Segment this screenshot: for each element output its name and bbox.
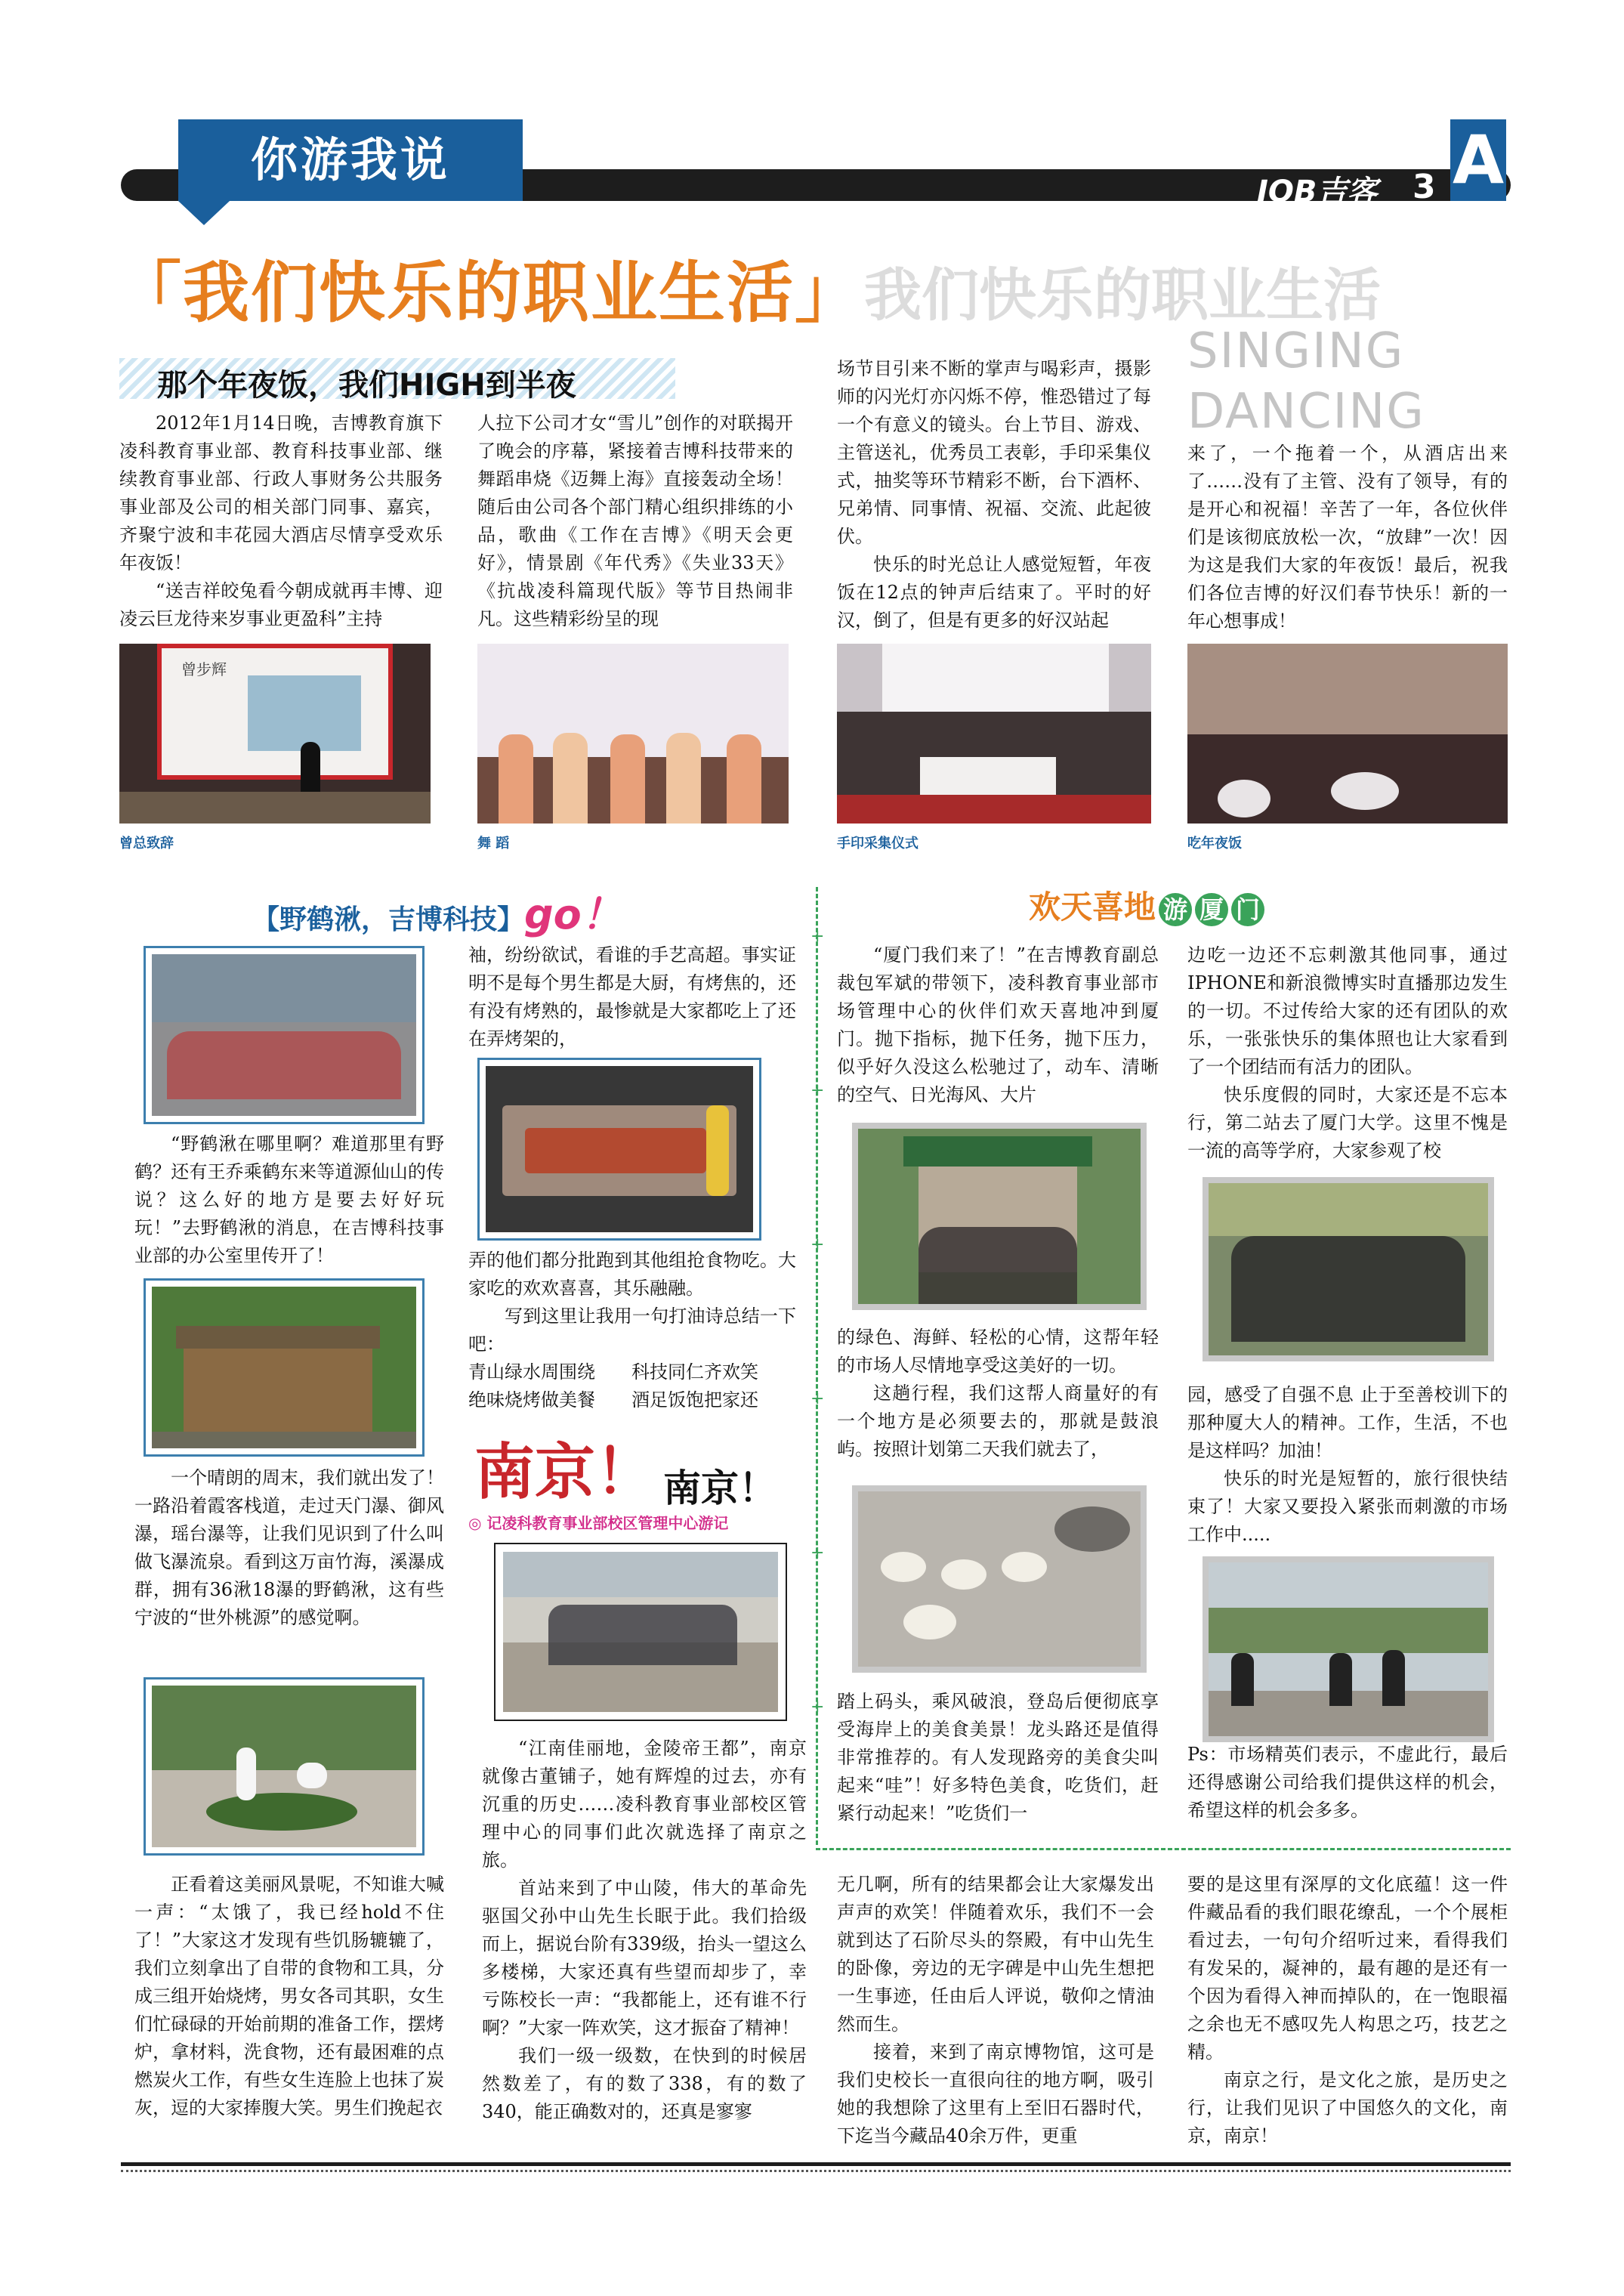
main-title: 「我们快乐的职业生活」: [115, 254, 863, 332]
page-letter: A: [1452, 121, 1505, 199]
caption: 吃年夜饭: [1187, 836, 1242, 851]
article2-headline-go: go！: [524, 891, 622, 938]
photo-name-sign: 曾步辉: [181, 660, 227, 678]
footer-rule: [121, 2162, 1511, 2166]
paragraph: 来了，一个拖着一个，从酒店出来了……没有了主管、没有了领导，有的是开心和祝福！辛苦了一年，各位伙伴们是该彻底放松一次，“放肆”一次！因为这是我们大家的年夜饭！最后，祝我们各位吉博的好汉们春节快乐！新的一年心想事成！: [1187, 443, 1508, 632]
poem-line: 绝味烧烤做美餐 酒足饭饱把家还: [468, 1389, 758, 1411]
article4-headline: [1029, 882, 1264, 928]
article4-colR2: [1187, 1381, 1508, 1549]
section-tab: [178, 119, 523, 201]
photo-campus: [1203, 1556, 1494, 1742]
photo-food: [852, 1485, 1147, 1673]
paragraph: 快乐的时光是短暂的，旅行很快结束了！大家又要投入紧张而刺激的市场工作中.....: [1187, 1468, 1508, 1545]
photo-gate: [852, 1123, 1147, 1310]
paragraph: “送吉祥皎兔看今朝成就再丰博、迎凌云巨龙待来岁事业更盈科”主持: [119, 580, 443, 629]
article2-headline: [252, 882, 622, 941]
article1-headline: 那个年夜饭，我们HIGH到半夜: [157, 368, 576, 403]
paragraph: 袖，纷纷欲试，看谁的手艺高超。事实证明不是每个男生都是大厨，有烤焦的，还有没有烤熟的，最惨就是大家都吃上了还在弄烤架的，: [468, 944, 796, 1049]
paragraph: 南京之行，是文化之旅，是历史之行，让我们见识了中国悠久的文化，南京，南京！: [1187, 2069, 1508, 2146]
paragraph: Ps：市场精英们表示，不虚此行，最后还得感谢公司给我们提供这样的机会，希望这样的机会多多。: [1187, 1744, 1508, 1821]
paragraph: 首站来到了中山陵，伟大的革命先驱国父孙中山先生长眠于此。我们拾级而上，据说台阶有339级，抬头一望这么多楼梯，大家还真有些望而却步了，幸亏陈校长一声：“我都能上，还有谁不行啊？”大家一阵欢笑，这才振奋了精神！: [482, 1877, 807, 2038]
article4-colL2: [837, 1324, 1159, 1463]
divider-plus: +: [810, 1081, 825, 1100]
article4-colL3: [837, 1688, 1159, 1828]
article4-headline-text: 欢天喜地: [1029, 888, 1156, 926]
paragraph: 接着，来到了南京博物馆，这可是我们史校长一直很向往的地方啊，吸引她的我想除了这里有上至旧石器时代，下迄当今藏品40余万件，更重: [837, 2041, 1154, 2146]
divider-plus: +: [810, 1235, 825, 1254]
paragraph: 写到这里让我用一句打油诗总结一下吧：: [468, 1306, 796, 1355]
paragraph: 这趟行程，我们这帮人商量好的有一个地方是必须要去的，那就是鼓浪屿。按照计划第二天我们就去了，: [837, 1383, 1159, 1460]
photo-dance: [477, 644, 789, 824]
photo-barbecue: [477, 1058, 761, 1241]
paragraph: 2012年1月14日晚，吉博教育旗下凌科教育事业部、教育科技事业部、继续教育事业部、行政人事财务公共服务事业部及公司的相关部门同事、嘉宾，齐聚宁波和丰花园大酒店尽情享受欢乐年夜饭！: [119, 413, 443, 573]
photo-group-yehequ: [144, 946, 425, 1124]
paragraph: 无几啊，所有的结果都会让大家爆发出声声的欢笑！伴随着欢乐，我们不一会就到达了石阶尽头的祭殿，有中山先生的卧像，旁边的无字碑是中山先生想把一生事迹，任由后人评说，敬仰之情油然而生。: [837, 1874, 1154, 2035]
article3-col2: [837, 1871, 1154, 2150]
divider-plus: +: [810, 1698, 825, 1717]
photo-cranes: [144, 1677, 425, 1856]
article1-col1: [119, 409, 443, 633]
article2-colB2: [468, 1247, 796, 1414]
english-word-dancing: DANCING: [1187, 384, 1425, 440]
article4-colL1: [837, 941, 1159, 1109]
article3-subhead: ◎ 记凌科教育事业部校区管理中心游记: [468, 1514, 729, 1532]
photo-speech: [119, 644, 431, 824]
article2-colA3: [134, 1871, 444, 2122]
section-divider-horizontal: [816, 1848, 1511, 1850]
headline-ball: 游: [1159, 893, 1192, 926]
poem-line: 青山绿水周围绕 科技同仁齐欢笑: [468, 1361, 758, 1383]
caption: 舞 蹈: [477, 836, 510, 851]
article1-col2: [477, 409, 793, 633]
paragraph: 我们一级一级数，在快到的时候居然数差了，有的数了338，有的数了340，能正确数对的，还真是寥寥: [482, 2045, 807, 2122]
paragraph: 一个晴朗的周末，我们就出发了！一路沿着霞客栈道，走过天门瀑、御风瀑，瑶台瀑等，让我们见识到了什么叫做飞瀑流泉。看到这万亩竹海，溪瀑成群，拥有36湫18瀑的野鹤湫，这有些宁波的“世外桃源”的感觉啊。: [134, 1467, 444, 1628]
paragraph: 快乐度假的同时，大家还是不忘本行，第二站去了厦门大学。这里不愧是一流的高等学府，大家参观了校: [1187, 1084, 1508, 1161]
paragraph: 弄的他们都分批跑到其他组抢食物吃。大家吃的欢欢喜喜，其乐融融。: [468, 1250, 796, 1299]
article3-col1: [482, 1735, 807, 2126]
paragraph: “江南佳丽地，金陵帝王都”，南京就像古董铺子，她有辉煌的过去，亦有沉重的历史……凌科教育事业部校区管理中心的同事们此次就选择了南京之旅。: [482, 1738, 807, 1871]
paragraph: 要的是这里有深厚的文化底蕴！这一件件藏品看的我们眼花缭乱，一个个展柜看过去，一句句介绍听过来，看得我们有发呆的，凝神的，最有趣的是还有一个因为看得入神而掉队的，在一饱眼福之余也无不感叹先人构思之巧，技艺之精。: [1187, 1874, 1508, 2063]
article3-headline-small: 南京！: [663, 1466, 776, 1510]
article2-colA2: [134, 1464, 444, 1632]
brand-logo: JOB吉客: [1257, 175, 1378, 209]
photo-group-xiamen: [1203, 1177, 1494, 1361]
paragraph: 的绿色、海鲜、轻松的心情，这帮年轻的市场人尽情地享受这美好的一切。: [837, 1327, 1159, 1376]
article3-headline-big: 南京！: [474, 1437, 656, 1507]
section-tab-label: 你游我说: [250, 132, 450, 187]
headline-ball: 门: [1231, 893, 1264, 926]
divider-plus: +: [810, 1544, 825, 1562]
article3-col3: [1187, 1871, 1508, 2150]
headline-ball: 厦: [1195, 893, 1228, 926]
footer-dotted-rule: [121, 2170, 1511, 2172]
paragraph: 踏上码头，乘风破浪，登岛后便彻底享受海岸上的美食美景！龙头路还是值得非常推荐的。有人发现路旁的美食尖叫起来“哇”！好多特色美食，吃货们，赶紧行动起来！”吃货们一: [837, 1691, 1159, 1824]
article1-col3: [837, 355, 1151, 635]
photo-pavilion: [144, 1278, 425, 1457]
paragraph: 场节目引来不断的掌声与喝彩声，摄影师的闪光灯亦闪烁不停，惟恐错过了每一个有意义的镜头。台上节目、游戏、主管送礼，优秀员工表彰，手印采集仪式，抽奖等环节精彩不断，台下酒杯、兄弟情、同事情、祝福、交流、此起彼伏。: [837, 358, 1151, 547]
article2-headline-text: 【野鹤湫，吉博科技】: [252, 904, 525, 935]
divider-plus: +: [810, 1389, 825, 1408]
section-tab-pointer: [178, 201, 230, 225]
paragraph: 园，感受了自强不息 止于至善校训下的那种厦大人的精神。工作，生活，不也是这样吗？加油！: [1187, 1384, 1508, 1461]
article1-headline-band: [119, 358, 675, 403]
page-letter-box: [1450, 119, 1506, 201]
divider-plus: +: [810, 927, 825, 946]
paragraph: “野鹤湫在哪里啊？难道那里有野鹤？还有王乔乘鹤东来等道源仙山的传说？这么好的地方是要去好好玩玩！”去野鹤湫的消息，在吉博科技事业部的办公室里传开了！: [134, 1133, 444, 1266]
paragraph: “厦门我们来了！”在吉博教育副总裁包军斌的带领下，凌科教育事业部市场管理中心的伙伴们欢天喜地冲到厦门。抛下指标，抛下任务，抛下压力，似乎好久没这么松驰过了，动车、清晰的空气、日光海风、大片: [837, 944, 1159, 1105]
paragraph: 边吃一边还不忘刺激其他同事，通过IPHONE和新浪微博实时直播那边发生的一切。不过传给大家的还有团队的欢乐，一张张快乐的集体照也让大家看到了一个团结而有活力的团队。: [1187, 944, 1508, 1077]
english-word-singing: SINGING: [1187, 323, 1405, 379]
caption: 曾总致辞: [119, 836, 174, 851]
article2-colB1: [468, 941, 796, 1053]
photo-group-nanjing: [494, 1543, 787, 1721]
main-title-ghost: 我们快乐的职业生活: [864, 261, 1381, 329]
article2-colA1: [134, 1130, 444, 1270]
caption: 手印采集仪式: [837, 836, 919, 851]
photo-dinner: [1187, 644, 1508, 824]
paragraph: 正看着这美丽风景呢，不知谁大喊一声：“太饿了，我已经hold不住了！”大家这才发现有些饥肠辘辘了，我们立刻拿出了自带的食物和工具，分成三组开始烧烤，男女各司其职，女生们忙碌碌的开始前期的准备工作，摆烤炉，拿材料，洗食物，还有最困难的点燃炭火工作，有些女生连脸上也抹了炭灰，逗的大家捧腹大笑。男生们挽起衣: [134, 1874, 444, 2118]
page-number: 3: [1413, 168, 1436, 206]
photo-handprint: [837, 644, 1151, 824]
paragraph: 人拉下公司才女“雪儿”创作的对联揭开了晚会的序幕，紧接着吉博科技带来的舞蹈串烧《迈舞上海》直接轰动全场！随后由公司各个部门精心组织排练的小品，歌曲《工作在吉博》《明天会更好》，情景剧《年代秀》《失业33天》《抗战凌科篇现代版》等节目热闹非凡。这些精彩纷呈的现: [477, 413, 793, 629]
article4-colR3: [1187, 1741, 1508, 1825]
article1-col4: [1187, 440, 1508, 635]
paragraph: 快乐的时光总让人感觉短暂，年夜饭在12点的钟声后结束了。平时的好汉，倒了，但是有更多的好汉站起: [837, 554, 1151, 631]
article4-colR1: [1187, 941, 1508, 1165]
